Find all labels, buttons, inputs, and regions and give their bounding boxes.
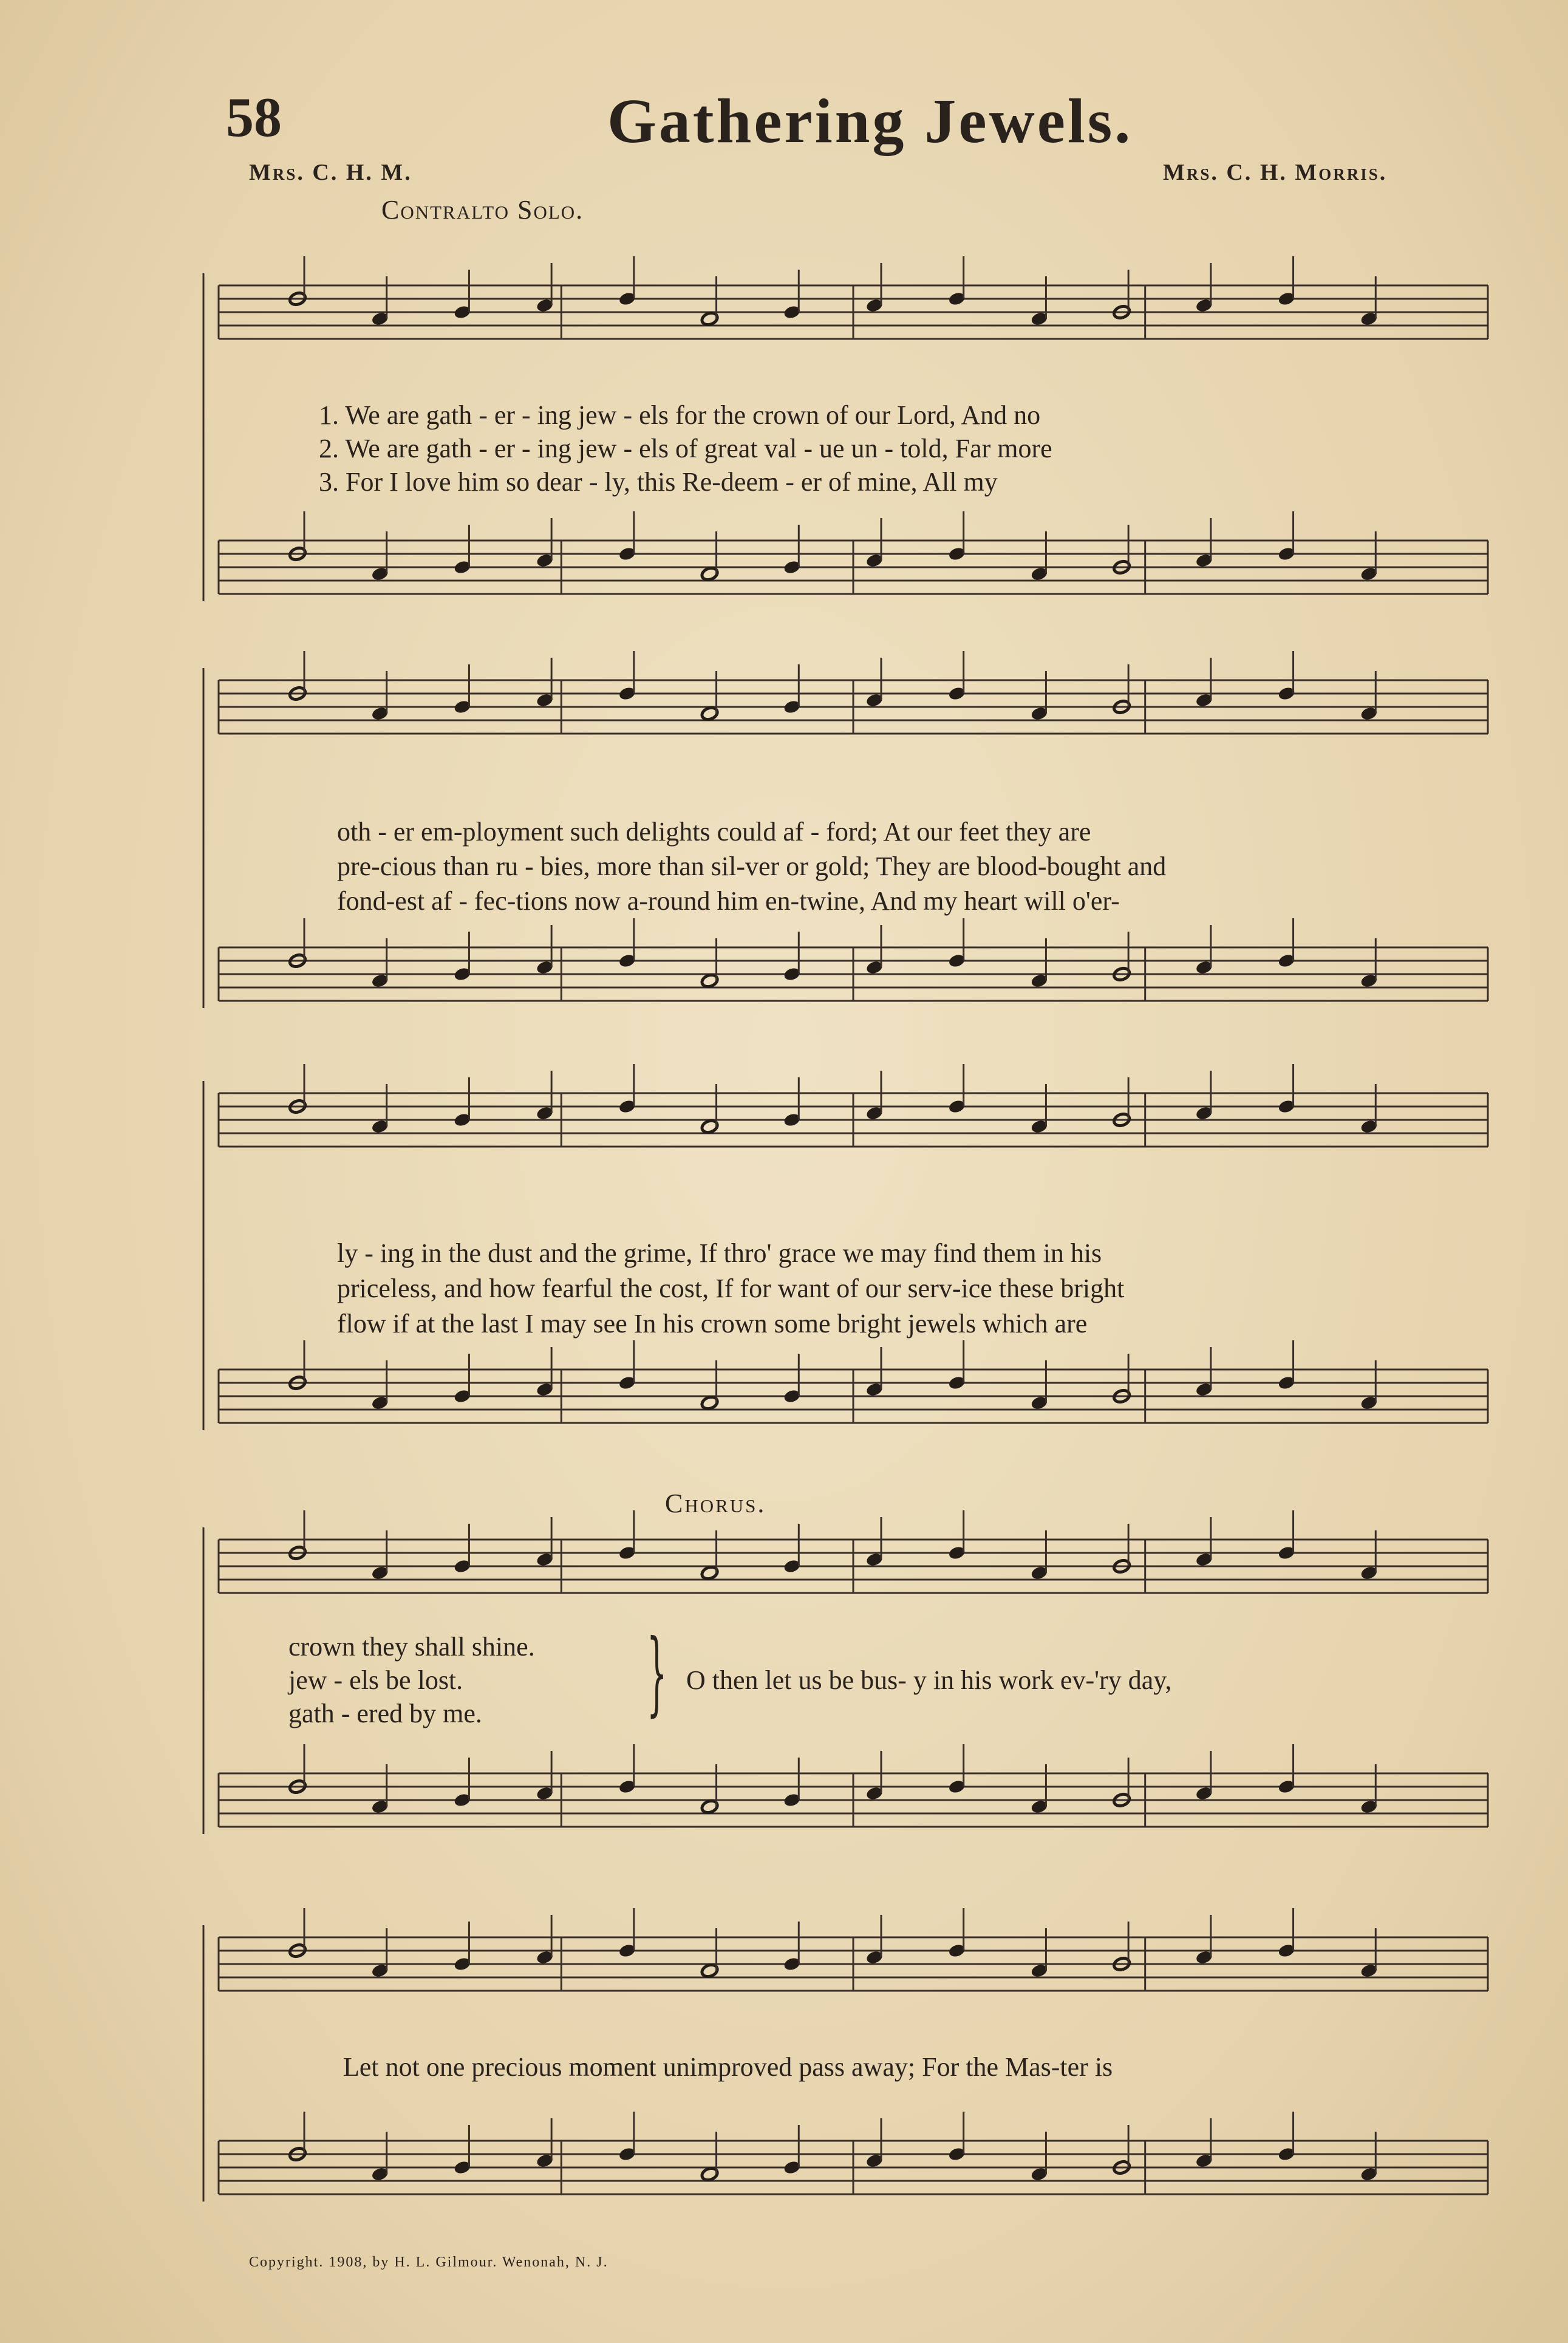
lyric-line: Let not one precious moment unimproved pass away; For the Mas-ter is — [343, 2052, 1113, 2082]
chorus-label: Chorus. — [665, 1489, 766, 1518]
lyric-line: 2. We are gath - er - ing jew - els of great val - ue un - told, Far more — [319, 434, 1052, 463]
hymn-title: Gathering Jewels. — [607, 86, 1133, 156]
music-system-4 — [200, 1482, 1494, 1883]
music-system-5 — [200, 1913, 1494, 2241]
music-system-1 — [200, 261, 1494, 626]
page-header — [0, 0, 1568, 231]
music-system-3 — [200, 1069, 1494, 1458]
lyric-line: oth - er em-ployment such delights could af - ford; At our feet they are — [337, 817, 1091, 847]
lyric-line: fond-est af - fec-tions now a-round him en-twine, And my heart will o'er- — [337, 886, 1120, 916]
music-system-2 — [200, 656, 1494, 1045]
lyric-line: flow if at the last I may see In his crown some bright jewels which are — [337, 1309, 1088, 1339]
lyric-line: 3. For I love him so dear - ly, this Re-deem - er of mine, All my — [319, 467, 998, 497]
brace-symbol: } — [647, 1620, 667, 1726]
lyric-line: ly - ing in the dust and the grime, If thro' grace we may find them in his — [337, 1238, 1102, 1268]
lyric-line: jew - els be lost. — [288, 1665, 463, 1695]
lyric-line: gath - ered by me. — [288, 1699, 482, 1728]
lyric-line: pre-cious than ru - bies, more than sil-ver or gold; They are blood-bought and — [337, 851, 1167, 881]
lyric-line: crown they shall shine. — [288, 1632, 535, 1662]
composer-credit: Mrs. C. H. Morris. — [1163, 160, 1388, 185]
lyric-line: priceless, and how fearful the cost, If for want of our serv-ice these bright — [337, 1274, 1125, 1303]
page-number: 58 — [226, 86, 282, 148]
subtitle: Contralto Solo. — [381, 195, 584, 225]
copyright-notice: Copyright. 1908, by H. L. Gilmour. Wenonah, N. J. — [249, 2254, 608, 2270]
lyric-line: 1. We are gath - er - ing jew - els for the crown of our Lord, And no — [319, 400, 1041, 430]
chorus-lyric-line: O then let us be bus- y in his work ev-'ry day, — [686, 1665, 1172, 1695]
lyricist-credit: Mrs. C. H. M. — [249, 160, 412, 185]
staff-lines — [200, 656, 1494, 1045]
